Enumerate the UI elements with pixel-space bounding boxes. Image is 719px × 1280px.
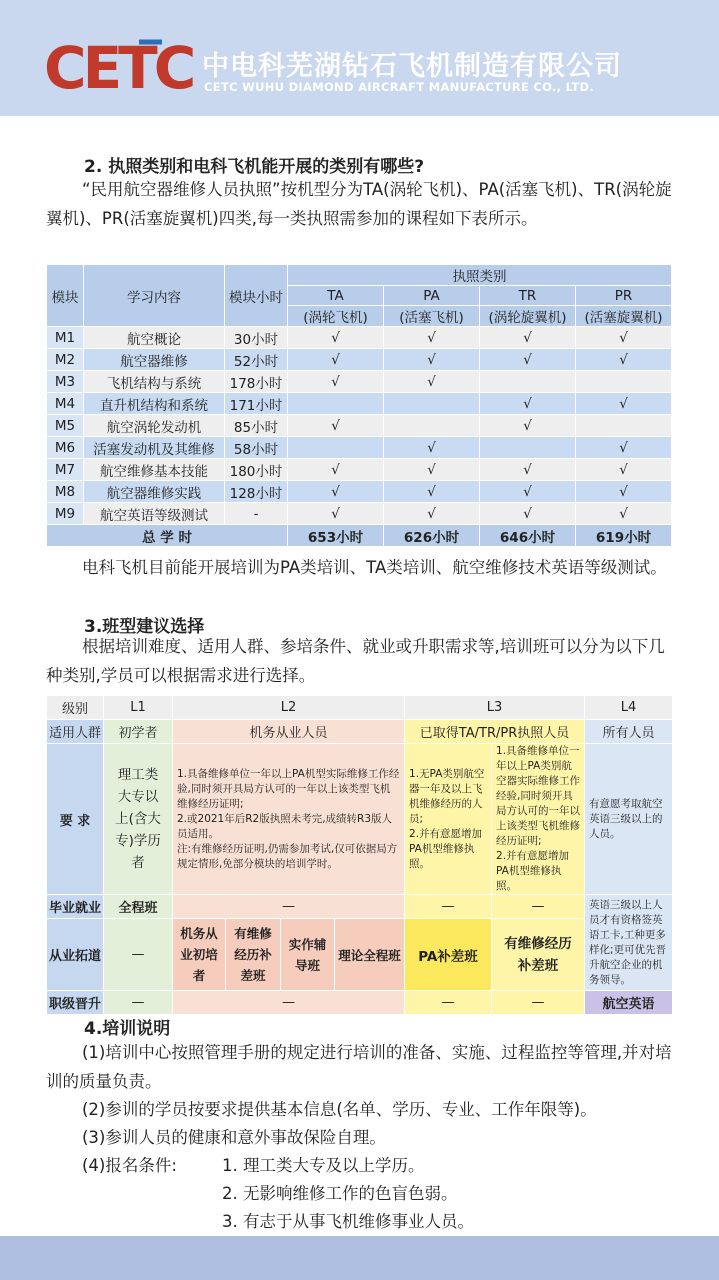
- table-row: [47, 349, 672, 371]
- check-pr: [576, 371, 672, 393]
- check-tr: √: [480, 415, 576, 437]
- section4-item2: (2)参训的学员按要求提供基本信息(名单、学历、专业、工作年限等)。: [82, 1100, 597, 1119]
- th-content: 学习内容: [84, 265, 225, 327]
- check-pr: √: [576, 327, 672, 349]
- check-pa: [384, 415, 480, 437]
- cetc-logo-icon: [44, 36, 194, 96]
- req-l4: 有意愿考取航空英语三级以上的人员。: [585, 744, 673, 895]
- grad-l3b: —: [492, 895, 585, 919]
- table-row: [47, 503, 672, 525]
- check-pr: √: [576, 437, 672, 459]
- module-hours: 128小时: [225, 481, 288, 503]
- expand-l2-4: 理论全程班: [335, 919, 405, 991]
- th-type-code: PR: [576, 286, 672, 306]
- check-tr: √: [480, 503, 576, 525]
- check-pa: √: [384, 481, 480, 503]
- module-content: 航空概论: [84, 327, 225, 349]
- row-graduation: 毕业就业: [47, 895, 104, 919]
- level-l3: L3: [405, 696, 585, 720]
- table-row: [47, 393, 672, 415]
- module-code: M1: [47, 327, 84, 349]
- th-type-name: (活塞飞机): [384, 306, 480, 327]
- check-pr: √: [576, 459, 672, 481]
- row-people: 适用人群: [47, 720, 104, 744]
- check-pr: [576, 415, 672, 437]
- section4-item3: (3)参训人员的健康和意外事故保险自理。: [82, 1128, 386, 1147]
- section3-title: 3.班型建议选择: [84, 617, 205, 637]
- license-course-table: [46, 264, 672, 547]
- footer-bar: [0, 1236, 719, 1280]
- table-row: [47, 415, 672, 437]
- header-banner: [0, 0, 719, 116]
- check-ta: √: [288, 503, 384, 525]
- check-tr: √: [480, 459, 576, 481]
- expand-l3-1: PA补差班: [405, 919, 492, 991]
- row-level: 级别: [47, 696, 104, 720]
- grad-l3a: —: [405, 895, 492, 919]
- th-license: 执照类别: [288, 265, 672, 286]
- module-code: M5: [47, 415, 84, 437]
- expand-l3-2: 有维修经历补差班: [492, 919, 585, 991]
- company-name-en: CETC WUHU DIAMOND AIRCRAFT MANUFACTURE CO., LTD.: [204, 80, 594, 94]
- section4-item1: (1)培训中心按照管理手册的规定进行培训的准备、实施、过程监控等管理,并对培训的质量负责。: [46, 1043, 672, 1091]
- check-pa: √: [384, 437, 480, 459]
- table-row: [47, 481, 672, 503]
- check-pa: √: [384, 327, 480, 349]
- promo-l2: —: [173, 991, 405, 1015]
- module-code: M7: [47, 459, 84, 481]
- module-code: M6: [47, 437, 84, 459]
- check-pa: √: [384, 503, 480, 525]
- people-l2: 机务从业人员: [173, 720, 405, 744]
- people-l3: 已取得TA/TR/PR执照人员: [405, 720, 585, 744]
- check-pr: √: [576, 349, 672, 371]
- promo-l1: —: [104, 991, 173, 1015]
- condition-3: 3. 有志于从事飞机维修事业人员。: [222, 1212, 474, 1231]
- module-hours: 171小时: [225, 393, 288, 415]
- check-ta: √: [288, 481, 384, 503]
- grad-l1: 全程班: [104, 895, 173, 919]
- check-pa: √: [384, 349, 480, 371]
- th-type-code: TR: [480, 286, 576, 306]
- row-requirement: 要 求: [47, 744, 104, 895]
- grad-l2: —: [173, 895, 405, 919]
- people-l4: 所有人员: [585, 720, 673, 744]
- total-hours: 619小时: [576, 525, 672, 547]
- module-hours: -: [225, 503, 288, 525]
- class-type-table: [46, 695, 673, 1015]
- level-l2: L2: [173, 696, 405, 720]
- th-type-name: (涡轮旋翼机): [480, 306, 576, 327]
- check-tr: [480, 437, 576, 459]
- module-content: 航空英语等级测试: [84, 503, 225, 525]
- company-name-cn: 中电科芜湖钻石飞机制造有限公司: [202, 51, 622, 82]
- th-hours: 模块小时: [225, 265, 288, 327]
- check-tr: √: [480, 327, 576, 349]
- module-content: 航空器维修: [84, 349, 225, 371]
- check-pa: √: [384, 459, 480, 481]
- total-label: 总 学 时: [47, 525, 288, 547]
- check-ta: √: [288, 415, 384, 437]
- th-type-name: (活塞旋翼机): [576, 306, 672, 327]
- check-tr: √: [480, 481, 576, 503]
- module-code: M8: [47, 481, 84, 503]
- req-l3b: 1.具备维修单位一年以上PA类别航空器实际维修工作经验,同时须开具局方认可的一年以上该类型飞机维修经历证明; 2.并有意愿增加PA机型维修执照。: [492, 744, 585, 895]
- promo-l3a: —: [405, 991, 492, 1015]
- expand-l2-3: 实作辅导班: [281, 919, 335, 991]
- total-hours: 626小时: [384, 525, 480, 547]
- check-ta: [288, 393, 384, 415]
- check-pr: √: [576, 481, 672, 503]
- check-ta: √: [288, 349, 384, 371]
- check-tr: √: [480, 393, 576, 415]
- module-content: 航空维修基本技能: [84, 459, 225, 481]
- condition-1: 1. 理工类大专及以上学历。: [222, 1156, 425, 1175]
- module-hours: 85小时: [225, 415, 288, 437]
- module-content: 直升机结构和系统: [84, 393, 225, 415]
- table-row: [47, 459, 672, 481]
- people-l1: 初学者: [104, 720, 173, 744]
- th-type-code: TA: [288, 286, 384, 306]
- promo-l3b: —: [492, 991, 585, 1015]
- module-code: M2: [47, 349, 84, 371]
- check-pa: [384, 393, 480, 415]
- module-hours: 58小时: [225, 437, 288, 459]
- module-content: 航空器维修实践: [84, 481, 225, 503]
- module-content: 航空涡轮发动机: [84, 415, 225, 437]
- check-tr: [480, 371, 576, 393]
- module-hours: 178小时: [225, 371, 288, 393]
- check-pr: √: [576, 503, 672, 525]
- module-hours: 180小时: [225, 459, 288, 481]
- row-promotion: 职级晋升: [47, 991, 104, 1015]
- table-row: [47, 327, 672, 349]
- th-module: 模块: [47, 265, 84, 327]
- check-ta: √: [288, 371, 384, 393]
- section3-intro: 根据培训难度、适用人群、参培条件、就业或升职需求等,培训班可以分为以下几种类别,学员可以根据需求进行选择。: [46, 637, 665, 685]
- module-hours: 30小时: [225, 327, 288, 349]
- th-type-code: PA: [384, 286, 480, 306]
- level-l1: L1: [104, 696, 173, 720]
- expand-l1: —: [104, 919, 173, 991]
- table-row: [47, 437, 672, 459]
- module-content: 飞机结构与系统: [84, 371, 225, 393]
- check-pa: √: [384, 371, 480, 393]
- req-l1: 理工类大专以上(含大专)学历者: [104, 744, 173, 895]
- check-ta: √: [288, 459, 384, 481]
- grad-l4: 英语三级以上人员才有资格签英语工卡,工种更多样化;更可优先晋升航空企业的机务领导。: [585, 895, 673, 991]
- module-code: M3: [47, 371, 84, 393]
- row-expansion: 从业拓道: [47, 919, 104, 991]
- check-ta: √: [288, 327, 384, 349]
- condition-2: 2. 无影响维修工作的色盲色弱。: [222, 1184, 458, 1203]
- table-row: [47, 371, 672, 393]
- module-hours: 52小时: [225, 349, 288, 371]
- section2-after: 电科飞机目前能开展培训为PA类培训、TA类培训、航空维修技术英语等级测试。: [82, 558, 667, 577]
- check-ta: [288, 437, 384, 459]
- module-content: 活塞发动机及其维修: [84, 437, 225, 459]
- check-tr: √: [480, 349, 576, 371]
- svg-text:CETC: CETC: [44, 36, 193, 96]
- level-l4: L4: [585, 696, 673, 720]
- total-hours: 646小时: [480, 525, 576, 547]
- section4-item4-label: (4)报名条件:: [82, 1156, 177, 1175]
- module-code: M9: [47, 503, 84, 525]
- promo-l4: 航空英语: [585, 991, 673, 1015]
- check-pr: √: [576, 393, 672, 415]
- total-hours: 653小时: [288, 525, 384, 547]
- req-l3a: 1.无PA类别航空器一年及以上飞机维修经历的人员; 2.并有意愿增加PA机型维修执照。: [405, 744, 492, 895]
- expand-l2-2: 有维修经历补差班: [226, 919, 281, 991]
- section2-title: 2. 执照类别和电科飞机能开展的类别有哪些?: [84, 157, 425, 177]
- section2-intro: “民用航空器维修人员执照”按机型分为TA(涡轮飞机)、PA(活塞飞机)、TR(涡轮旋翼机)、PR(活塞旋翼机)四类,每一类执照需参加的课程如下表所示。: [46, 180, 672, 228]
- th-type-name: (涡轮飞机): [288, 306, 384, 327]
- req-l2: 1.具备维修单位一年以上PA机型实际维修工作经验,同时须开具局方认可的一年以上该类型飞机维修经历证明; 2.或2021年后R2版执照未考完,成绩转R3版人员适用。 注:有维修经历证明,仍需参加考试,仅可依据局方规定情形,免部分模块的培训学时。: [173, 744, 405, 895]
- expand-l2-1: 机务从业初培者: [173, 919, 226, 991]
- module-code: M4: [47, 393, 84, 415]
- section4-title: 4.培训说明: [84, 1019, 171, 1039]
